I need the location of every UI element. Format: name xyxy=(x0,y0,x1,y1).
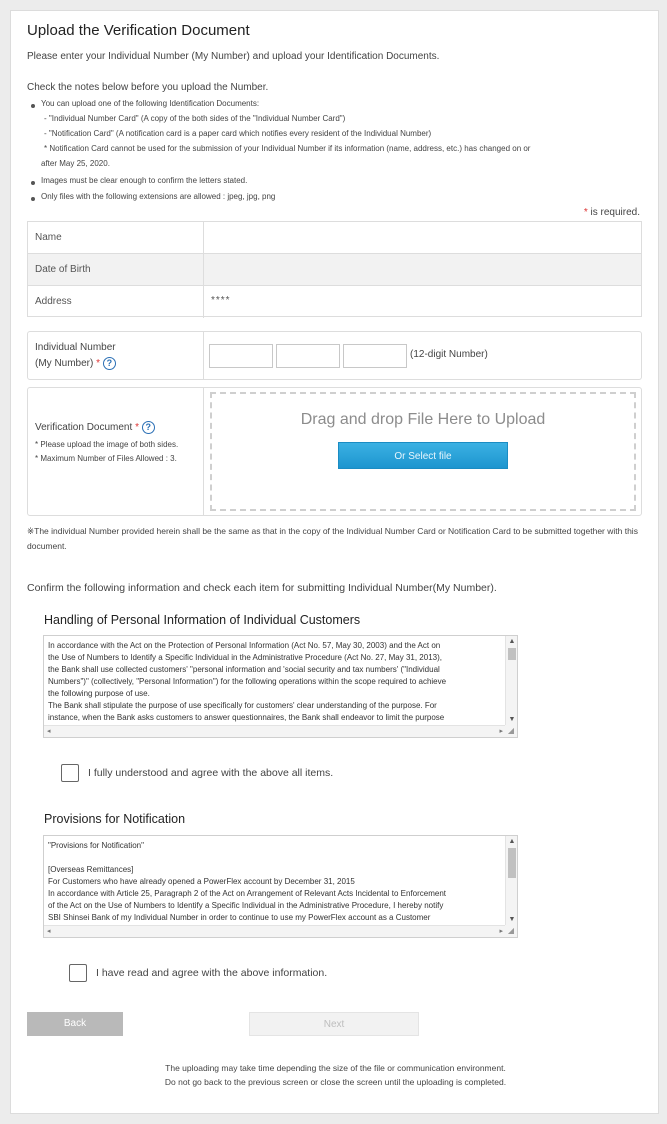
upload-form-card xyxy=(10,10,659,1114)
resize-grip-icon[interactable]: ◢ xyxy=(505,925,517,937)
help-icon[interactable]: ? xyxy=(103,357,116,370)
verification-label: Verification Document xyxy=(35,422,133,434)
number-part-1-input[interactable] xyxy=(209,344,273,368)
upload-footer-note xyxy=(11,1061,660,1089)
number-disclaimer: ※The individual Number provided herein shall be the same as that in the copy of the Individual Number Card or Notification Card to be submitted together with this document. xyxy=(27,526,638,551)
provisions-title: Provisions for Notification xyxy=(44,812,186,826)
page-intro: Please enter your Individual Number (My Number) and upload your Identification Documents. xyxy=(27,51,440,62)
scroll-right-icon[interactable]: ▸ xyxy=(499,928,503,935)
required-star: * xyxy=(135,422,139,434)
provisions-text: "Provisions for Notification" [Overseas Remittances] For Customers who have already opened a PowerFlex account by December 31, 2015 In accordance with Article 25, Paragraph 2 of the Act on Arrangement of Relevant Acts Incidental to Enforcement of the Act on the Use of Numbers to Identify a Specific Individual in the Administrative Procedure, I hereby notify SBI Shinsei Bank of my Individual Number in order to continue to use my PowerFlex account as a Customer xyxy=(48,841,447,922)
personal-info-text: In accordance with the Act on the Protection of Personal Information (Act No. 57, May 30, 2003) and the Act on the Use of Numbers to Identify a Specific Individual in the Administrative Procedure (Act No. 27, May 31, 2013), the Bank shall use collected customers' "personal information and 'social security and tax numbers' ("Individual Numbers")" (collectively, "Personal Information") for the following operations within the scope required to achieve the following purpose of use. The Bank shall stipulate the purpose of use specifically for customers' clear understanding of the purpose. For instance, when the Bank asks customers to answer questionnaires, the Bank shall endeavor to limit the purpose xyxy=(48,641,447,722)
horizontal-scrollbar[interactable] xyxy=(44,725,507,737)
required-star: * xyxy=(583,207,588,218)
footer-line-1: The uploading may take time depending the size of the file or communication environment. xyxy=(165,1063,506,1073)
agree-personal-info-checkbox[interactable] xyxy=(61,764,79,782)
note-sub-3a: * Notification Card cannot be used for the submission of your Individual Number if its information (name, address, etc.) has changed on or xyxy=(44,144,531,153)
scroll-left-icon[interactable]: ◂ xyxy=(47,728,51,735)
info-row-address xyxy=(28,286,641,318)
verification-label-group xyxy=(35,421,200,465)
scroll-right-icon[interactable]: ▸ xyxy=(499,728,503,735)
info-row-name xyxy=(28,222,641,254)
note-sub-1: - "Individual Number Card" (A copy of the both sides of the "Individual Number Card") xyxy=(44,114,346,123)
personal-info-textarea[interactable] xyxy=(43,635,518,738)
individual-number-box xyxy=(27,331,642,380)
verification-note-1: * Please upload the image of both sides. xyxy=(35,440,179,449)
next-button[interactable]: Next xyxy=(249,1012,419,1036)
required-note xyxy=(584,207,640,218)
required-text: is required. xyxy=(587,207,640,218)
info-row-dob xyxy=(28,254,641,286)
agree-personal-info-label[interactable]: I fully understood and agree with the above all items. xyxy=(88,767,334,779)
name-label: Name xyxy=(35,232,62,243)
note-bullet-2: Images must be clear enough to confirm the letters stated. xyxy=(41,176,248,185)
verification-note-2: * Maximum Number of Files Allowed : 3. xyxy=(35,454,177,463)
footer-line-2: Do not go back to the previous screen or close the screen until the uploading is completed. xyxy=(164,1077,507,1087)
scroll-thumb[interactable] xyxy=(508,648,516,660)
bullet-icon xyxy=(31,181,35,185)
scroll-down-icon[interactable]: ▼ xyxy=(508,916,516,923)
number-hint: (12-digit Number) xyxy=(410,349,488,360)
note-sub-2: - "Notification Card" (A notification card is a paper card which notifies every resident of the Individual Number) xyxy=(44,129,432,138)
bullet-icon xyxy=(31,197,35,201)
number-part-2-input[interactable] xyxy=(276,344,340,368)
verification-upload-box xyxy=(27,387,642,516)
confirm-heading: Confirm the following information and check each item for submitting Individual Number(My Number). xyxy=(27,582,497,594)
dob-label: Date of Birth xyxy=(35,264,91,275)
individual-number-label xyxy=(35,340,116,372)
note-bullet-3: Only files with the following extensions are allowed : jpeg, jpg, png xyxy=(41,192,276,201)
drop-zone-text: Drag and drop File Here to Upload xyxy=(300,411,546,428)
scroll-up-icon[interactable]: ▲ xyxy=(508,838,516,845)
note-bullet-1: You can upload one of the following Identification Documents: xyxy=(41,99,260,108)
note-sub-3b: after May 25, 2020. xyxy=(41,159,110,168)
provisions-textarea[interactable] xyxy=(43,835,518,938)
back-button[interactable]: Back xyxy=(27,1012,123,1036)
agree-provisions-checkbox[interactable] xyxy=(69,964,87,982)
individual-number-label-line1: Individual Number xyxy=(35,342,116,353)
customer-info-table xyxy=(27,221,642,317)
scroll-thumb[interactable] xyxy=(508,848,516,878)
select-file-button[interactable]: Or Select file xyxy=(338,442,508,469)
scroll-up-icon[interactable]: ▲ xyxy=(508,638,516,645)
personal-info-title: Handling of Personal Information of Individual Customers xyxy=(44,613,361,627)
address-label: Address xyxy=(35,296,72,307)
number-part-3-input[interactable] xyxy=(343,344,407,368)
bullet-icon xyxy=(31,104,35,108)
individual-number-label-line2: (My Number) xyxy=(35,358,94,369)
resize-grip-icon[interactable]: ◢ xyxy=(505,725,517,737)
vertical-scrollbar[interactable] xyxy=(505,836,517,926)
page-title: Upload the Verification Document xyxy=(27,22,250,39)
horizontal-scrollbar[interactable] xyxy=(44,925,507,937)
notes-heading: Check the notes below before you upload the Number. xyxy=(27,82,269,93)
agree-provisions-label[interactable]: I have read and agree with the above information. xyxy=(96,967,328,979)
file-drop-zone[interactable] xyxy=(210,392,636,511)
vertical-scrollbar[interactable] xyxy=(505,636,517,726)
address-value: **** xyxy=(211,295,231,306)
help-icon[interactable]: ? xyxy=(142,421,155,434)
required-star: * xyxy=(96,358,101,369)
scroll-left-icon[interactable]: ◂ xyxy=(47,928,51,935)
scroll-down-icon[interactable]: ▼ xyxy=(508,716,516,723)
